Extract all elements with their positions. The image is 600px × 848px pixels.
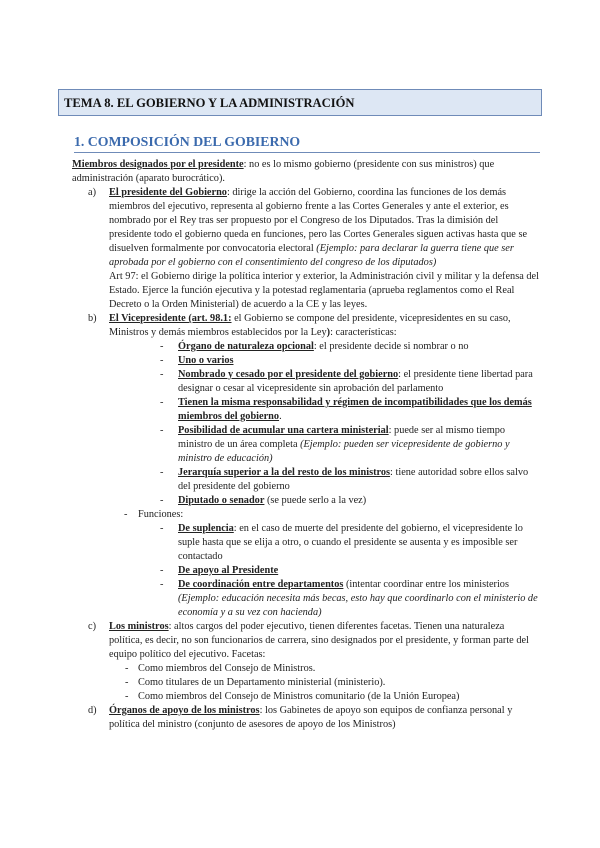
list-item-b [72, 312, 540, 340]
section-heading: 1. COMPOSICIÓN DEL GOBIERNO [74, 134, 301, 149]
item-b-text-end: : características: [330, 327, 397, 338]
list-item [72, 494, 540, 508]
intro-paragraph [72, 158, 540, 186]
item-bold: Diputado o senador [178, 495, 265, 506]
item-b-bold-end: ) [326, 327, 331, 338]
item-example: (Ejemplo: pueden ser vicepresidente de gobierno y ministro de educación) [178, 439, 510, 464]
item-c-bold: Los ministros [109, 621, 169, 632]
list-marker: - [160, 425, 164, 436]
characteristics-list [72, 340, 540, 508]
list-item [72, 522, 540, 564]
list-item [72, 340, 540, 354]
item-text: Como miembros del Consejo de Ministros comunitario (de la Unión Europea) [138, 691, 460, 702]
item-a-example: (Ejemplo: para declarar la guerra tiene que ser aprobada por el gobierno con el consentimiento del congreso de los diputados) [109, 243, 514, 268]
list-marker: - [125, 663, 129, 674]
item-bold: Órgano de naturaleza opcional [178, 341, 314, 352]
item-a-text: : dirige la acción del Gobierno, coordina las funciones de los demás miembros del ejecutivo, representa al gobierno frente a las Cortes Generales y ante el exterior, es nombrado por el Rey tras ser propuesto por el Congreso de los Diputados. Tras la dimisión del presidente todo el gobierno queda en funciones, pero las Cortes Generales siguen activas hasta que se disuelven formalmente por convocatoria electoral [109, 187, 528, 254]
item-bold: Jerarquía superior a la del resto de los ministros [178, 467, 391, 478]
item-bold: De apoyo al Presidente [178, 565, 279, 576]
item-bold: De suplencia [178, 523, 234, 534]
list-marker: - [160, 341, 164, 352]
list-item [72, 424, 540, 466]
item-bold: Nombrado y cesado por el presidente del gobierno [178, 369, 399, 380]
item-text: : tiene autoridad sobre ellos salvo del presidente del gobierno [178, 467, 529, 492]
document-body [72, 158, 540, 732]
list-marker: - [160, 495, 164, 506]
article-97-text: Art 97: el Gobierno dirige la política interior y exterior, la Administración civil y militar y la defensa del Estado. Ejerce la función ejecutiva y la potestad reglamentaria (aprueba reglamentos como el Real Decreto o la Orden Ministerial) de acuerdo a la CE y las leyes. [109, 271, 539, 310]
item-b-text: el Gobierno se compone del presidente, vicepresidentes en su caso, Ministros y demás miembros establecidos por la Ley [109, 313, 511, 338]
list-marker: - [124, 509, 128, 520]
item-text: Como titulares de un Departamento ministerial (ministerio). [138, 677, 386, 688]
list-marker: - [125, 677, 129, 688]
list-item [72, 690, 540, 704]
item-d-bold: Órganos de apoyo de los ministros [109, 705, 260, 716]
list-item [72, 354, 540, 368]
item-text: : puede ser al mismo tiempo ministro de un área completa [178, 425, 505, 450]
list-item-d [72, 704, 540, 732]
list-marker: c) [88, 621, 96, 632]
intro-text: : no es lo mismo gobierno (presidente con sus ministros) que administración (aparato burocrático). [72, 159, 495, 184]
list-marker: - [125, 691, 129, 702]
intro-bold: Miembros designados por el presidente [72, 159, 244, 170]
facets-list [72, 662, 540, 704]
list-marker: - [160, 565, 164, 576]
list-item [72, 564, 540, 578]
chapter-title: TEMA 8. EL GOBIERNO Y LA ADMINISTRACIÓN [64, 96, 355, 110]
list-item [72, 662, 540, 676]
list-item [72, 676, 540, 690]
list-marker: - [160, 523, 164, 534]
list-marker: - [160, 397, 164, 408]
functions-heading [72, 508, 540, 522]
list-marker: - [160, 355, 164, 366]
item-bold: De coordinación entre departamentos [178, 579, 344, 590]
functions-label: Funciones: [138, 509, 184, 520]
list-item [72, 396, 540, 424]
item-example: (Ejemplo: educación necesita más becas, esto hay que coordinarlo con el ministerio de economía y a su vez con hacienda) [178, 593, 538, 618]
list-item [72, 368, 540, 396]
list-item [72, 466, 540, 494]
list-marker: - [160, 579, 164, 590]
item-text: : el presidente tiene libertad para designar o cesar al vicepresidente sin aprobación del parlamento [178, 369, 533, 394]
list-item-a [72, 186, 540, 270]
section-divider [74, 152, 540, 153]
list-marker: b) [88, 313, 97, 324]
item-bold: Uno o varios [178, 355, 234, 366]
item-a-bold: El presidente del Gobierno [109, 187, 227, 198]
item-text: (se puede serlo a la vez) [264, 495, 367, 506]
list-marker: d) [88, 705, 97, 716]
functions-list [72, 522, 540, 620]
list-marker: - [160, 369, 164, 380]
item-b-bold: El Vicepresidente (art. 98.1: [109, 313, 232, 324]
item-text: Como miembros del Consejo de Ministros. [138, 663, 316, 674]
list-item-c [72, 620, 540, 662]
item-text: (intentar coordinar entre los ministerios [343, 579, 509, 590]
list-item [72, 578, 540, 620]
item-text: : en el caso de muerte del presidente del gobierno, el vicepresidente lo suple hasta que se elija a otro, o cuando el presidente se ausenta y es imposible ser contactado [178, 523, 523, 562]
list-marker: a) [88, 187, 96, 198]
item-text: : el presidente decide si nombrar o no [313, 341, 469, 352]
item-d-text: : los Gabinetes de apoyo son equipos de confianza personal y política del ministro (conjunto de asesores de apoyo de los Ministros) [109, 705, 513, 730]
item-bold: Posibilidad de acumular una cartera ministerial [178, 425, 389, 436]
item-c-text: : altos cargos del poder ejecutivo, tienen diferentes facetas. Tienen una naturaleza política, es decir, no son funcionarios de carrera, sino designados por el presidente, y forman parte del equipo político del ejecutivo. Facetas: [109, 621, 529, 660]
chapter-header [58, 89, 542, 116]
item-text: . [279, 411, 282, 422]
item-bold: Tienen la misma responsabilidad y régimen de incompatibilidades que los demás miembros del gobierno [178, 397, 532, 422]
list-marker: - [160, 467, 164, 478]
